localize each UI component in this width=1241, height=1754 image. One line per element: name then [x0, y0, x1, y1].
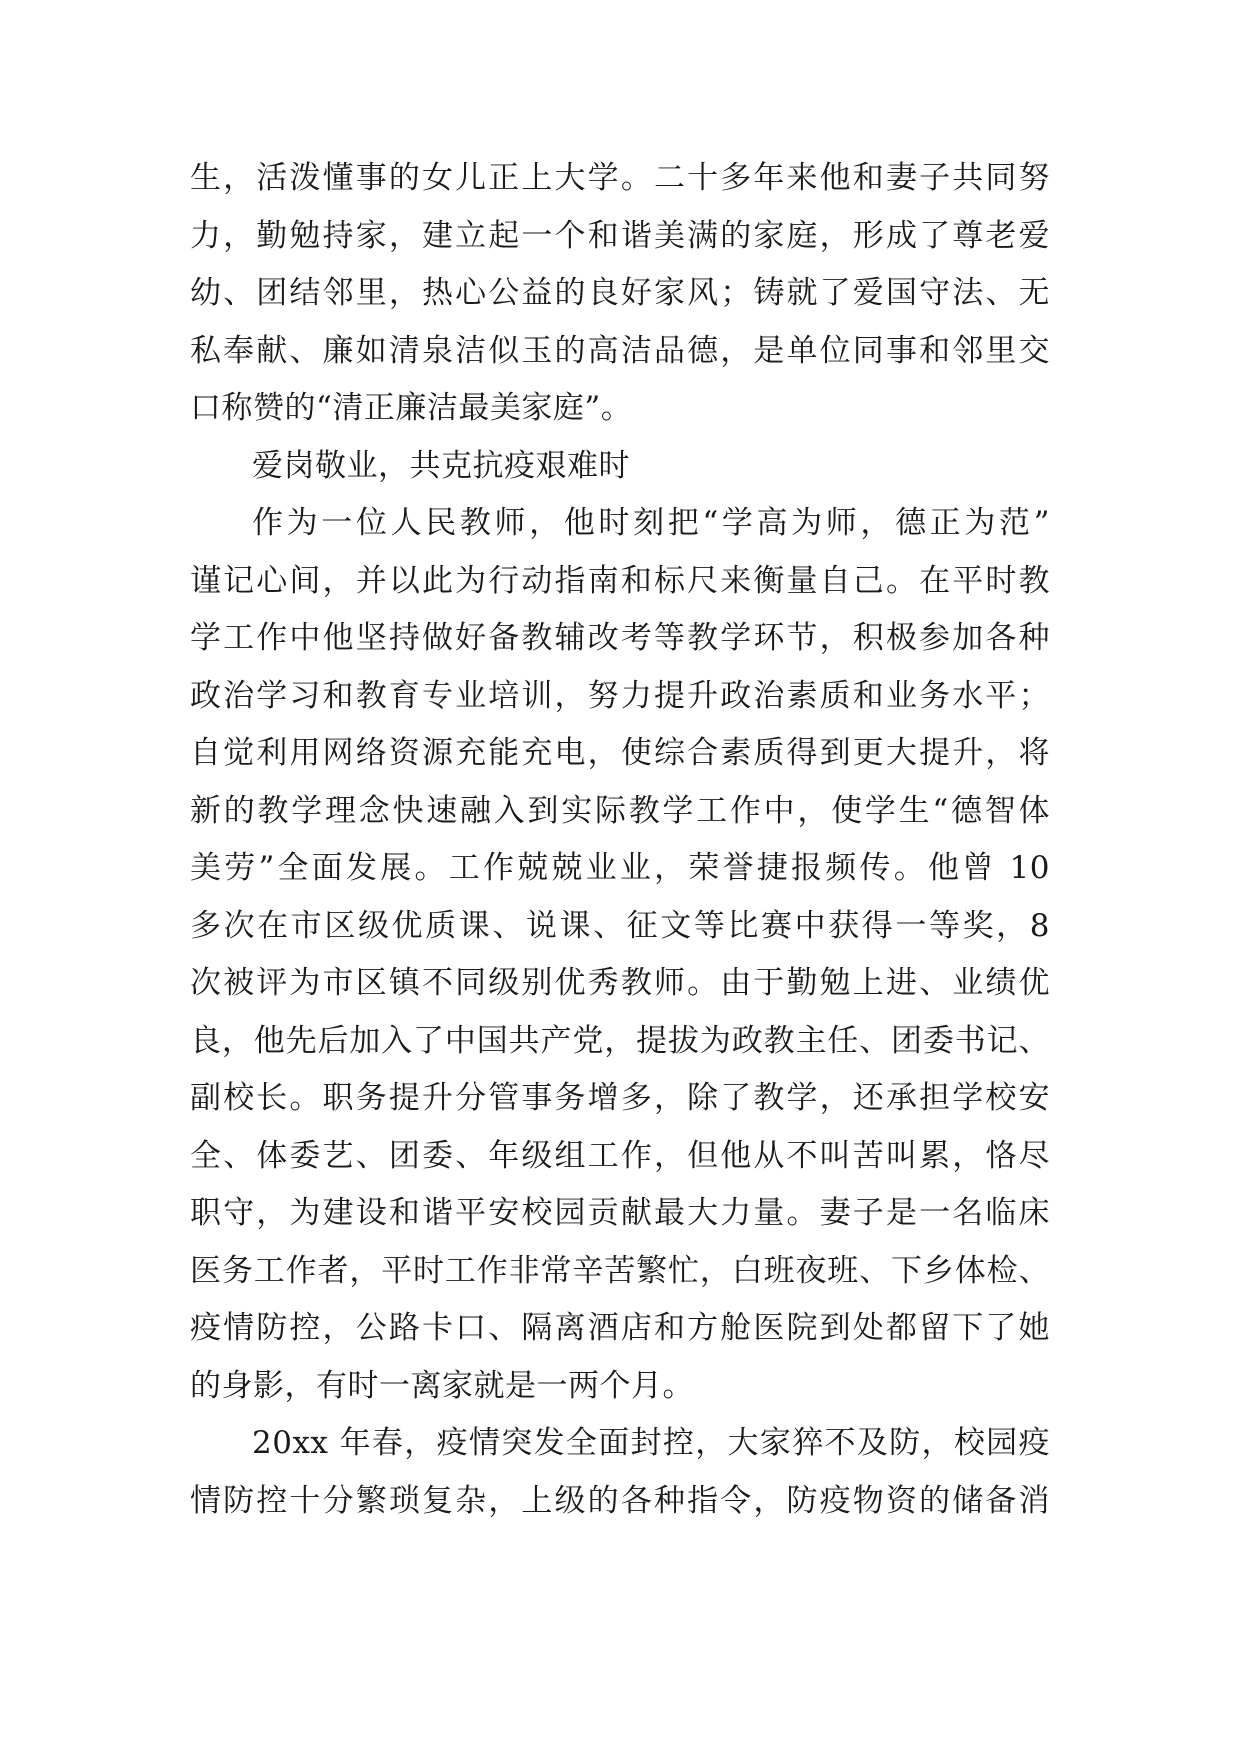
text-line: 新的教学理念快速融入到实际教学工作中，使学生“德智体 — [190, 792, 1050, 829]
document-body — [190, 150, 1050, 1530]
text-line: 情防控十分繁琐复杂，上级的各种指令，防疫物资的储备消 — [190, 1482, 1050, 1519]
heading-text: 爱岗敬业，共克抗疫艰难时 — [252, 447, 630, 484]
paragraph-teacher — [190, 495, 1050, 1415]
text-line: 医务工作者，平时工作非常辛苦繁忙，白班夜班、下乡体检、 — [190, 1252, 1050, 1289]
text-line: 职守，为建设和谐平安校园贡献最大力量。妻子是一名临床 — [190, 1195, 1050, 1231]
text-line: 自觉利用网络资源充能充电，使综合素质得到更大提升，将 — [190, 735, 1050, 771]
text-line: 副校长。职务提升分管事务增多，除了教学，还承担学校安 — [190, 1080, 1050, 1116]
paragraph-epidemic — [190, 1415, 1050, 1530]
text-line: 口称赞的“清正廉洁最美家庭”。 — [190, 390, 633, 426]
text-line: 疫情防控，公路卡口、隔离酒店和方舱医院到处都留下了她 — [190, 1310, 1050, 1346]
text-line: 谨记心间，并以此为行动指南和标尺来衡量自己。在平时教 — [190, 562, 1050, 599]
paragraph-family — [190, 150, 1050, 438]
text-line: 生，活泼懂事的女儿正上大学。二十多年来他和妻子共同努 — [190, 160, 1050, 196]
text-line: 全、体委艺、团委、年级组工作，但他从不叫苦叫累，恪尽 — [190, 1137, 1050, 1174]
text-line: 学工作中他坚持做好备教辅改考等教学环节，积极参加各种 — [190, 620, 1050, 656]
text-line: 20xx 年春，疫情突发全面封控，大家猝不及防，校园疫 — [252, 1425, 1050, 1461]
text-line: 私奉献、廉如清泉洁似玉的高洁品德，是单位同事和邻里交 — [190, 332, 1050, 369]
section-heading — [190, 438, 1050, 496]
text-line: 良，他先后加入了中国共产党，提拔为政教主任、团委书记、 — [190, 1022, 1050, 1059]
text-line: 作为一位人民教师，他时刻把“学高为师，德正为范” — [252, 505, 1050, 541]
text-line: 的身影，有时一离家就是一两个月。 — [190, 1367, 694, 1404]
text-line: 美劳”全面发展。工作兢兢业业，荣誉捷报频传。他曾 10 — [190, 850, 1050, 886]
text-line: 力，勤勉持家，建立起一个和谐美满的家庭，形成了尊老爱 — [190, 217, 1050, 254]
text-line: 次被评为市区镇不同级别优秀教师。由于勤勉上进、业绩优 — [190, 965, 1050, 1001]
text-line: 幼、团结邻里，热心公益的良好家风；铸就了爱国守法、无 — [190, 275, 1050, 311]
text-line: 多次在市区级优质课、说课、征文等比赛中获得一等奖，8 — [190, 907, 1050, 944]
text-line: 政治学习和教育专业培训，努力提升政治素质和业务水平； — [190, 677, 1050, 714]
